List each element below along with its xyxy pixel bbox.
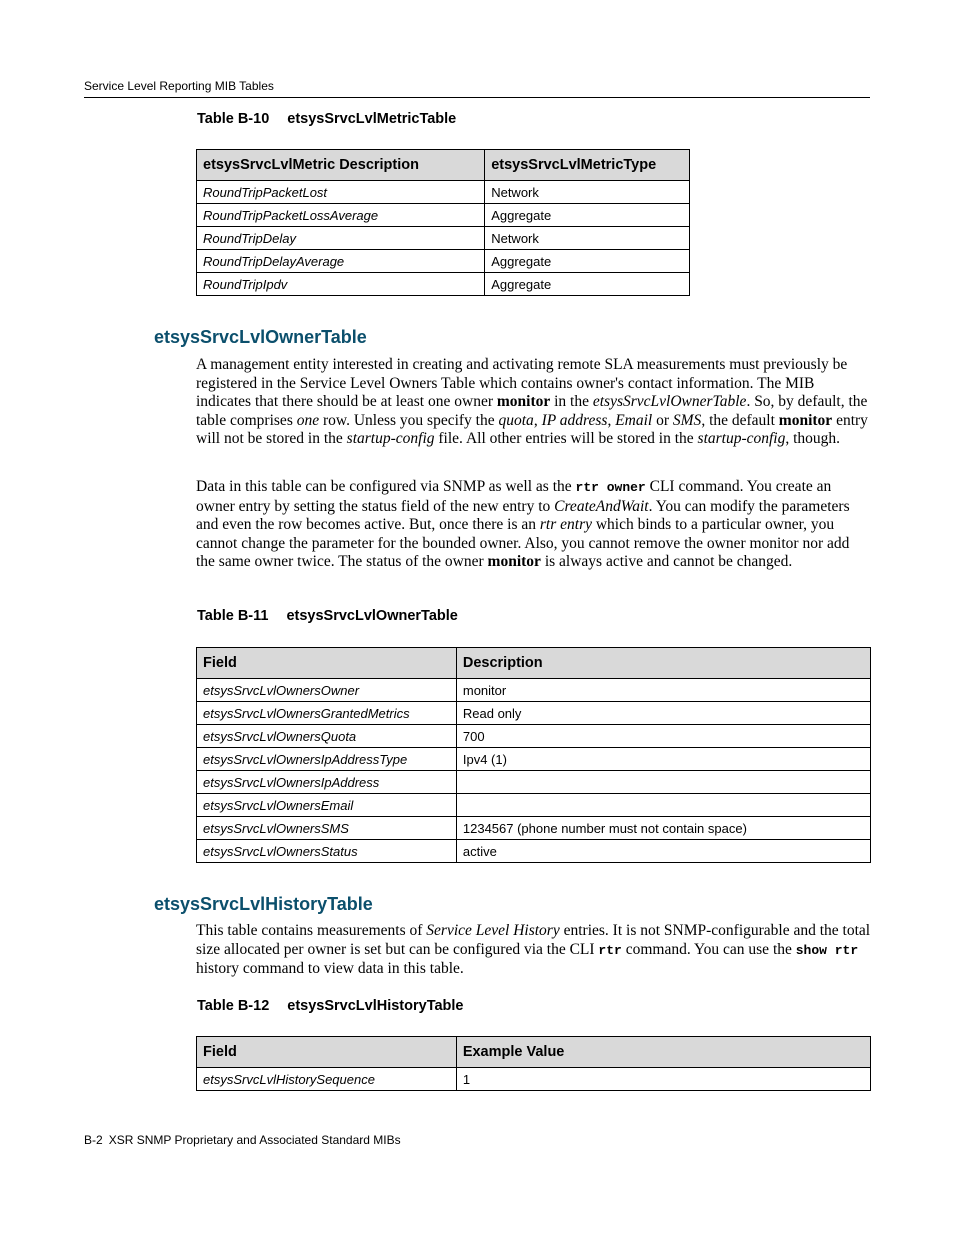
owner-paragraph-2: Data in this table can be configured via SNMP as well as the rtr owner CLI command. You create an owner entry by setting the status field of the new entry to CreateAndWait. You can modify the parameters and even the row becomes active. But, once there is an rtr entry which binds to a particular owner, you cannot change the parameter for the bounded owner. Also, you cannot remove the owner monitor nor add the same owner twice. The status of the owner monitor is always active and cannot be changed. [196, 478, 850, 571]
table-row [197, 840, 871, 863]
table-b12 [196, 1036, 871, 1091]
example-value-cell: 1 [456, 1068, 870, 1091]
field-cell: etsysSrvcLvlOwnersEmail [197, 794, 457, 817]
table-row [197, 725, 871, 748]
table-row [197, 204, 690, 227]
column-header: Description [456, 648, 870, 679]
table-row [197, 227, 690, 250]
metric-type-cell: Aggregate [485, 273, 690, 296]
table-b10-label: Table B-10 [197, 111, 270, 127]
table-header-row [197, 150, 690, 181]
metric-type-cell: Aggregate [485, 204, 690, 227]
column-header: Field [197, 1037, 457, 1068]
table-row [197, 1068, 871, 1091]
table-row [197, 273, 690, 296]
table-row [197, 679, 871, 702]
metric-description-cell: RoundTripDelayAverage [197, 250, 485, 273]
field-cell: etsysSrvcLvlOwnersQuota [197, 725, 457, 748]
table-row [197, 702, 871, 725]
table-b10-caption [197, 111, 456, 127]
description-cell: 1234567 (phone number must not contain space) [456, 817, 870, 840]
table-row [197, 817, 871, 840]
description-cell: active [456, 840, 870, 863]
history-section-heading: etsysSrvcLvlHistoryTable [154, 894, 373, 914]
table-row [197, 250, 690, 273]
field-cell: etsysSrvcLvlOwnersOwner [197, 679, 457, 702]
owner-section-heading: etsysSrvcLvlOwnerTable [154, 327, 367, 347]
running-header: Service Level Reporting MIB Tables [84, 79, 274, 93]
page-number: B-2 [84, 1133, 103, 1147]
table-b11 [196, 647, 871, 863]
owner-paragraph-1: A management entity interested in creating and activating remote SLA measurements must previously be registered in the Service Level Owners Table which contains owner's contact information. The MIB indicates that there should be at least one owner monitor in the etsysSrvcLvlOwnerTable. So, by default, the table comprises one row. Unless you specify the quota, IP address, Email or SMS, the default monitor entry will not be stored in the startup-config file. All other entries will be stored in the startup-config, though. [196, 356, 868, 448]
description-cell: 700 [456, 725, 870, 748]
table-b11-title: etsysSrvcLvlOwnerTable [286, 608, 458, 624]
field-cell: etsysSrvcLvlOwnersStatus [197, 840, 457, 863]
field-cell: etsysSrvcLvlOwnersIpAddress [197, 771, 457, 794]
table-b10 [196, 149, 690, 296]
table-row [197, 748, 871, 771]
metric-description-cell: RoundTripDelay [197, 227, 485, 250]
field-cell: etsysSrvcLvlOwnersSMS [197, 817, 457, 840]
description-cell [456, 794, 870, 817]
description-cell: Ipv4 (1) [456, 748, 870, 771]
table-header-row [197, 648, 871, 679]
metric-description-cell: RoundTripIpdv [197, 273, 485, 296]
header-rule [84, 97, 870, 98]
table-b12-label: Table B-12 [197, 998, 270, 1014]
page-footer [84, 1133, 401, 1147]
table-row [197, 794, 871, 817]
table-row [197, 181, 690, 204]
metric-type-cell: Network [485, 181, 690, 204]
table-b11-label: Table B-11 [197, 608, 269, 624]
column-header: etsysSrvcLvlMetric Description [197, 150, 485, 181]
table-b11-caption [197, 608, 458, 624]
metric-description-cell: RoundTripPacketLossAverage [197, 204, 485, 227]
description-cell [456, 771, 870, 794]
metric-type-cell: Network [485, 227, 690, 250]
table-header-row [197, 1037, 871, 1068]
table-b12-caption [197, 998, 464, 1014]
metric-type-cell: Aggregate [485, 250, 690, 273]
metric-description-cell: RoundTripPacketLost [197, 181, 485, 204]
table-row [197, 771, 871, 794]
book-title: XSR SNMP Proprietary and Associated Standard MIBs [108, 1133, 401, 1147]
column-header: Field [197, 648, 457, 679]
description-cell: monitor [456, 679, 870, 702]
history-paragraph: This table contains measurements of Service Level History entries. It is not SNMP-configurable and the total size allocated per owner is set but can be configured via the CLI rtr command. You can use the show rtr history command to view data in this table. [196, 922, 871, 978]
column-header: etsysSrvcLvlMetricType [485, 150, 690, 181]
table-b12-title: etsysSrvcLvlHistoryTable [287, 998, 464, 1014]
field-cell: etsysSrvcLvlOwnersIpAddressType [197, 748, 457, 771]
field-cell: etsysSrvcLvlHistorySequence [197, 1068, 457, 1091]
column-header: Example Value [456, 1037, 870, 1068]
field-cell: etsysSrvcLvlOwnersGrantedMetrics [197, 702, 457, 725]
table-b10-title: etsysSrvcLvlMetricTable [287, 111, 457, 127]
description-cell: Read only [456, 702, 870, 725]
